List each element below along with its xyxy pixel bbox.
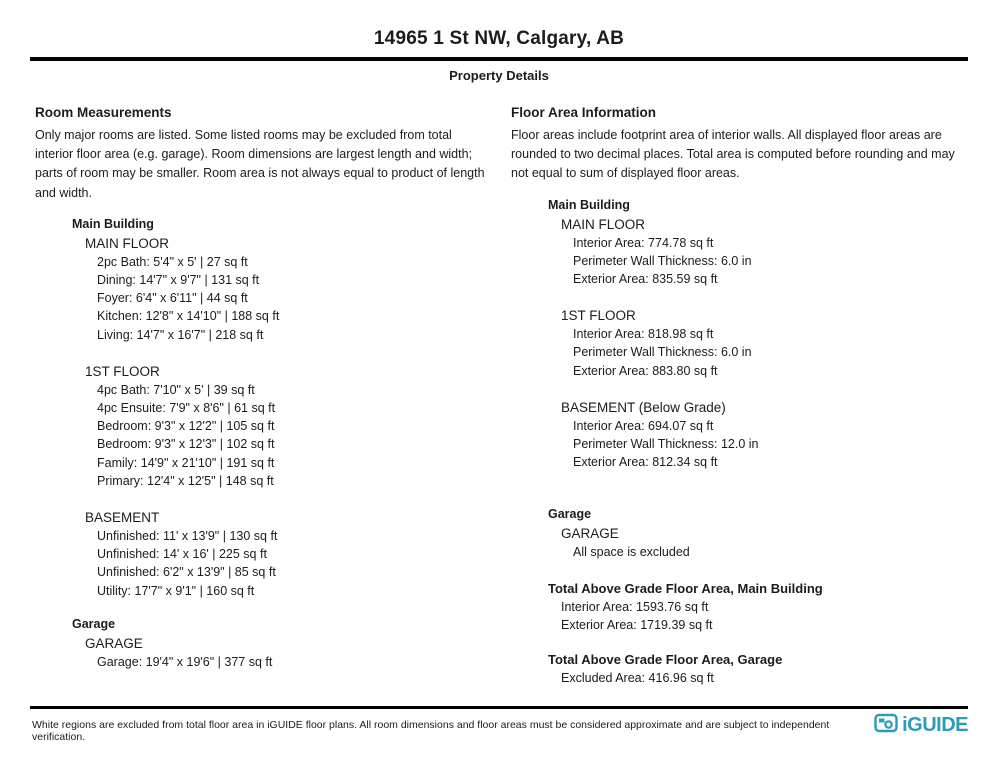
room-line: Foyer: 6'4" x 6'11" | 44 sq ft: [97, 291, 248, 306]
room-line: Family: 14'9" x 21'10" | 191 sq ft: [97, 455, 275, 470]
room-line: Bedroom: 9'3" x 12'2" | 105 sq ft: [97, 419, 275, 434]
header-divider: [30, 57, 968, 61]
floor-name: GARAGE: [561, 526, 619, 542]
room-line: Primary: 12'4" x 12'5" | 148 sq ft: [97, 473, 274, 488]
floor-name: MAIN FLOOR: [561, 216, 646, 232]
room-line: Unfinished: 6'2" x 13'9" | 85 sq ft: [97, 565, 276, 580]
building-name: Main Building: [548, 197, 630, 212]
total-line: Exterior Area: 1719.39 sq ft: [561, 617, 713, 632]
room-line: 4pc Ensuite: 7'9" x 8'6" | 61 sq ft: [97, 401, 276, 416]
area-line: Perimeter Wall Thickness: 6.0 in: [573, 253, 752, 268]
floor-name: MAIN FLOOR: [85, 235, 170, 251]
floor-1st-floor: [561, 306, 968, 380]
footer-disclaimer: White regions are excluded from total floor area in iGUIDE floor plans. All room dimensions and floor areas must be considered approximate and are subject to independent verification.: [32, 719, 830, 743]
room-line: 2pc Bath: 5'4" x 5' | 27 sq ft: [97, 254, 248, 269]
total-above-grade-main-building: [548, 581, 968, 634]
floor-name: BASEMENT (Below Grade): [561, 399, 726, 415]
building-main: [35, 217, 511, 600]
total-line: Interior Area: 1593.76 sq ft: [561, 599, 709, 614]
floor-main-floor: [561, 215, 968, 289]
room-measurements-heading: Room Measurements: [35, 105, 172, 120]
building-name: Garage: [72, 616, 116, 631]
room-measurements-section: [35, 105, 511, 687]
floor-basement: [561, 398, 968, 472]
total-line: Excluded Area: 416.96 sq ft: [561, 671, 714, 686]
floor-1st-floor: [85, 362, 511, 490]
page-footer: [0, 706, 998, 768]
building-name: Garage: [548, 507, 592, 522]
iguide-logo-text: iGUIDE: [902, 714, 968, 736]
building-main: [511, 198, 968, 472]
content-columns: [0, 105, 998, 687]
building-garage: [511, 507, 968, 561]
page-subtitle: Property Details: [449, 68, 549, 83]
floor-basement: [85, 508, 511, 600]
floor-name: 1ST FLOOR: [85, 363, 160, 379]
room-line: Kitchen: 12'8" x 14'10" | 188 sq ft: [97, 309, 280, 324]
total-heading: Total Above Grade Floor Area, Garage: [548, 652, 783, 668]
floor-name: 1ST FLOOR: [561, 308, 636, 324]
room-measurements-note: Only major rooms are listed. Some listed rooms may be excluded from total interior floor area (e.g. garage). Room dimensions are largest length and width; parts of room may be smaller. Room area is not always equal to product of length and width.: [35, 128, 485, 200]
area-line: Interior Area: 694.07 sq ft: [573, 418, 714, 433]
room-line: Unfinished: 11' x 13'9" | 130 sq ft: [97, 529, 278, 544]
area-line: Perimeter Wall Thickness: 6.0 in: [573, 345, 752, 360]
room-line: 4pc Bath: 7'10" x 5' | 39 sq ft: [97, 382, 255, 397]
floor-area-note: Floor areas include footprint area of interior walls. All displayed floor areas are rounded to two decimal places. Total area is computed before rounding and may not equal to sum of displayed floor areas.: [511, 128, 955, 181]
property-address-title: 14965 1 St NW, Calgary, AB: [373, 28, 625, 49]
total-heading: Total Above Grade Floor Area, Main Building: [548, 580, 823, 596]
room-line: Bedroom: 9'3" x 12'3" | 102 sq ft: [97, 437, 275, 452]
area-line: Interior Area: 774.78 sq ft: [573, 235, 714, 250]
area-line: Exterior Area: 812.34 sq ft: [573, 455, 718, 470]
floor-name: GARAGE: [85, 635, 143, 651]
total-above-grade-garage: [548, 652, 968, 687]
area-line: Interior Area: 818.98 sq ft: [573, 327, 714, 342]
floor-garage: [561, 524, 968, 561]
floor-area-heading: Floor Area Information: [511, 105, 657, 120]
area-line: Perimeter Wall Thickness: 12.0 in: [573, 437, 759, 452]
page-header: [0, 0, 998, 83]
iguide-logo: [874, 713, 968, 738]
room-line: Dining: 14'7" x 9'7" | 131 sq ft: [97, 273, 260, 288]
room-line: Living: 14'7" x 16'7" | 218 sq ft: [97, 327, 264, 342]
area-line: Exterior Area: 835.59 sq ft: [573, 272, 718, 287]
area-line: Exterior Area: 883.80 sq ft: [573, 363, 718, 378]
iguide-camera-icon: [874, 713, 898, 738]
floor-garage: [85, 634, 511, 671]
room-line: Unfinished: 14' x 16' | 225 sq ft: [97, 547, 267, 562]
building-garage: [35, 617, 511, 671]
room-line: Utility: 17'7" x 9'1" | 160 sq ft: [97, 583, 255, 598]
floor-area-section: [511, 105, 968, 687]
floor-name: BASEMENT: [85, 510, 160, 526]
floor-main-floor: [85, 234, 511, 344]
area-line: All space is excluded: [573, 545, 690, 560]
building-name: Main Building: [72, 216, 154, 231]
room-line: Garage: 19'4" x 19'6" | 377 sq ft: [97, 654, 273, 669]
